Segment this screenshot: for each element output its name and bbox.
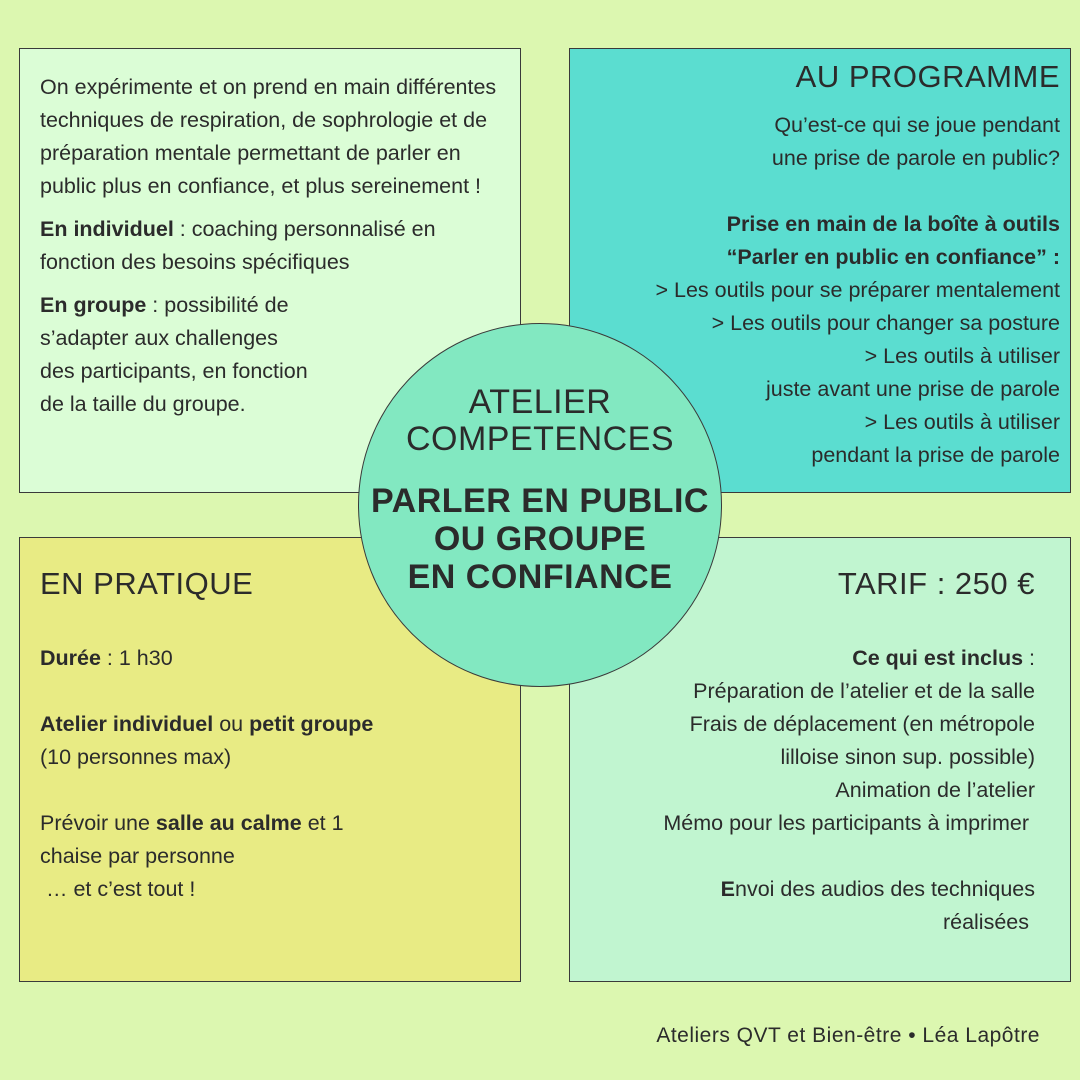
- programme-item: > Les outils à utiliser: [864, 410, 1060, 434]
- title-line: PARLER EN PUBLIC: [371, 482, 709, 520]
- included-colon: :: [1023, 646, 1035, 670]
- individual-label: En individuel: [40, 217, 174, 241]
- group-line: s’adapter aux challenges: [40, 326, 278, 350]
- audio-note: [580, 873, 1035, 939]
- footer-credit: Ateliers QVT et Bien-être • Léa Lapôtre: [656, 1024, 1040, 1047]
- individual-text: [40, 213, 500, 279]
- included-item: Préparation de l’atelier et de la salle: [693, 679, 1035, 703]
- center-badge: [358, 323, 722, 687]
- group-line: des participants, en fonction: [40, 359, 308, 383]
- room-text: chaise par personne: [40, 844, 235, 868]
- question-line: Qu’est-ce qui se joue pendant: [774, 113, 1060, 137]
- room-requirements: [40, 807, 500, 906]
- practical-title: EN PRATIQUE: [40, 566, 254, 601]
- duration-label: Durée: [40, 646, 101, 670]
- room-text: … et c’est tout !: [40, 877, 196, 901]
- programme-question: [580, 109, 1060, 175]
- format-note: (10 personnes max): [40, 745, 232, 769]
- audio-text: nvoi des audios des techniques: [734, 877, 1035, 901]
- toolbox-line: Prise en main de la boîte à outils: [726, 212, 1060, 236]
- programme-title: AU PROGRAMME: [795, 59, 1060, 94]
- included-list: [580, 675, 1035, 840]
- format: [40, 708, 500, 774]
- audio-initial: E: [720, 877, 735, 901]
- format-group: petit groupe: [249, 712, 374, 736]
- group-label: En groupe: [40, 293, 147, 317]
- pricing-title: TARIF : 250 €: [837, 566, 1035, 601]
- included-label: Ce qui est inclus: [852, 646, 1024, 670]
- title-line: EN CONFIANCE: [407, 558, 673, 596]
- badge-title: [359, 482, 721, 596]
- badge-subtitle: [359, 384, 721, 458]
- included-item: Animation de l’atelier: [835, 778, 1035, 802]
- room-bold: salle au calme: [155, 811, 302, 835]
- toolbox-line: “Parler en public en confiance” :: [726, 245, 1060, 269]
- toolbox-heading: [580, 208, 1060, 274]
- duration-value: : 1 h30: [100, 646, 173, 670]
- subtitle-line: COMPETENCES: [405, 420, 675, 458]
- format-connector: ou: [213, 712, 250, 736]
- format-individual: Atelier individuel: [40, 712, 214, 736]
- room-text: et 1: [301, 811, 344, 835]
- programme-item: > Les outils à utiliser: [864, 344, 1060, 368]
- programme-item: > Les outils pour se préparer mentalement: [655, 278, 1060, 302]
- subtitle-line: ATELIER: [468, 383, 612, 421]
- question-line: une prise de parole en public?: [771, 146, 1060, 170]
- room-text: Prévoir une: [40, 811, 156, 835]
- title-line: OU GROUPE: [433, 520, 647, 558]
- group-line: : possibilité de: [152, 293, 289, 317]
- individual-description: : coaching personnalisé en fonction des besoins spécifiques: [40, 217, 436, 274]
- programme-item: pendant la prise de parole: [811, 443, 1060, 467]
- programme-item: juste avant une prise de parole: [765, 377, 1060, 401]
- group-line: de la taille du groupe.: [40, 392, 246, 416]
- programme-item: > Les outils pour changer sa posture: [711, 311, 1060, 335]
- audio-text: réalisées: [942, 910, 1029, 934]
- included-item: Mémo pour les participants à imprimer: [663, 811, 1029, 835]
- included-item: lilloise sinon sup. possible): [780, 745, 1035, 769]
- included-item: Frais de déplacement (en métropole: [689, 712, 1035, 736]
- intro-paragraph: On expérimente et on prend en main différentes techniques de respiration, de sophrologie et de préparation mentale permettant de parler en public plus en confiance, et plus sereinement !: [40, 75, 497, 198]
